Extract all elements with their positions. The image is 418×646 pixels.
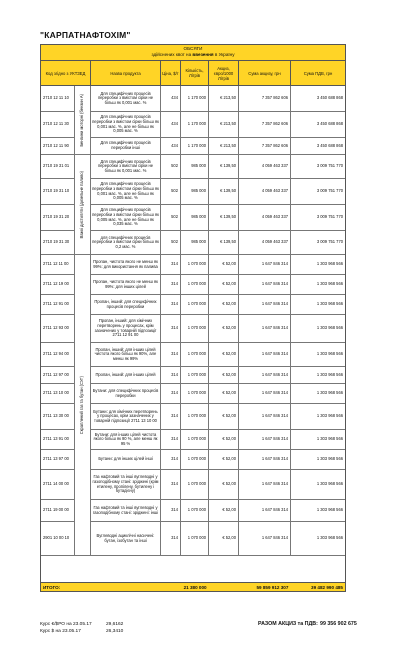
cell-excise: € 139,50: [209, 205, 239, 230]
cell-qty: 1 070 000: [181, 295, 209, 314]
cell-qty: 1 070 000: [181, 522, 209, 555]
cell-price: 502: [161, 155, 181, 178]
rate-eur-value: 29,6162: [106, 622, 124, 627]
cell-price: 314: [161, 470, 181, 499]
cell-sum-vat: 1 303 968 566: [316, 281, 343, 287]
cell-code: 2710 19 31 10: [41, 179, 75, 204]
cell-sum-excise: 1 647 846 314: [239, 404, 291, 429]
cell-sum-excise: 4 059 463 337: [239, 205, 291, 230]
cell-sum-excise: 4 059 463 337: [239, 179, 291, 204]
cell-excise: € 52,00: [209, 404, 239, 429]
cell-price: 314: [161, 367, 181, 383]
cell-excise: € 52,00: [209, 315, 239, 342]
cell-price: 434: [161, 86, 181, 111]
cell-sum-excise: 1 647 846 314: [239, 522, 291, 555]
cell-sum-vat: 1 303 968 566: [316, 507, 343, 513]
cell-sum-vat: 3 450 688 868: [316, 95, 343, 101]
cell-name: Для специфічних процесів переробки з вмістом сірки не більш як 0,001 мас. %: [91, 155, 161, 178]
cell-name: Газ нафтовий та інші вуглеводні у газоподібному стані: зріджені (крім етилену, пропілену, бутилену і бутадієну): [91, 470, 161, 499]
cell-code: 2710 19 31 20: [41, 205, 75, 230]
cell-sum-vat: 1 303 968 566: [316, 351, 343, 357]
cell-sum-excise: 1 647 846 314: [239, 500, 291, 521]
cell-sum-excise: 1 647 846 314: [239, 315, 291, 342]
total-qty: 21 380 000: [183, 584, 207, 590]
document-title: "КАРПАТНАФТОХІМ": [40, 30, 131, 40]
total-sum-excise: 59 859 912 307: [256, 584, 289, 590]
cell-code: 2711 12 19 00: [41, 275, 75, 294]
cell-name: Бутани: для інших цілей чистота якого більш як 90 %, але менш як 95 %: [91, 430, 161, 449]
cell-qty: 1 070 000: [181, 367, 209, 383]
cell-code: 2711 12 93 00: [41, 315, 75, 342]
cell-sum-vat: 3 450 688 868: [316, 142, 343, 148]
cell-qty: 1 170 000: [181, 86, 209, 111]
cell-excise: € 52,00: [209, 367, 239, 383]
cell-sum-vat: 3 009 751 770: [316, 188, 343, 194]
cell-excise: € 52,00: [209, 255, 239, 274]
caption-bold: ввезення: [192, 52, 214, 57]
cell-name: Пропан, чистота якого не менш як 99%: для інших цілей: [91, 275, 161, 294]
cell-code: 2711 13 30 00: [41, 404, 75, 429]
cell-sum-vat: 1 303 968 566: [316, 371, 343, 377]
cell-code: 2710 12 11 10: [41, 86, 75, 111]
cell-price: 502: [161, 205, 181, 230]
group-diesel-label: Важкі дистиляти (дизельне паливо): [79, 170, 85, 239]
cell-excise: € 213,50: [209, 112, 239, 137]
cell-price: 502: [161, 231, 181, 254]
cell-sum-excise: 7 357 862 606: [239, 112, 291, 137]
cell-qty: 985 000: [181, 155, 209, 178]
col-sum-excise-header: Сума акцизу, грн: [239, 61, 291, 85]
cell-name: для специфічних процесів переробки з вмістом сірки більш як 0,2 мас. %: [91, 231, 161, 254]
cell-code: 2711 14 00 00: [41, 470, 75, 499]
cell-sum-excise: 1 647 846 314: [239, 470, 291, 499]
cell-code: 2711 13 91 00: [41, 430, 75, 449]
cell-price: 314: [161, 430, 181, 449]
cell-code: 2710 19 31 30: [41, 231, 75, 254]
cell-price: 314: [161, 522, 181, 555]
cell-qty: 1 070 000: [181, 315, 209, 342]
cell-name: Вуглеводні ациклічні насичені: бутан, ізобутан та інші: [91, 522, 161, 555]
cell-qty: 1 070 000: [181, 404, 209, 429]
col-price-header: Ціна, $/т: [161, 61, 181, 85]
cell-code: 2710 12 11 30: [41, 112, 75, 137]
cell-sum-vat: 1 303 968 566: [316, 481, 343, 487]
cell-name: Бутани: для специфічних процесів переробки: [91, 384, 161, 403]
cell-code: 2710 12 11 90: [41, 138, 75, 154]
group-lpg-label: Скраплений газ та бутан (СУГ): [79, 375, 85, 435]
col-qty-header: Кількість, Літрів: [181, 61, 209, 85]
cell-name: Для специфічних процесів переробки з вмістом сірки більш як 0,001 мас. %, але не більш як 0,005 мас. %: [91, 179, 161, 204]
cell-qty: 1 070 000: [181, 430, 209, 449]
cell-excise: € 52,00: [209, 470, 239, 499]
col-vat-header: Сума ПДВ, грн: [303, 70, 333, 76]
cell-price: 314: [161, 295, 181, 314]
cell-excise: € 52,00: [209, 295, 239, 314]
excise-vat-total-value: 99 356 902 675: [320, 621, 357, 627]
table-body: [41, 86, 345, 582]
rate-usd-line: [40, 629, 124, 634]
cell-name: Пропан, інший: для специфічних процесів переробки: [91, 295, 161, 314]
cell-qty: 1 070 000: [181, 500, 209, 521]
cell-name: Пропан, чистота якого не менш як 99%: для використання як палива: [91, 255, 161, 274]
col-code-header: Код згідно з УКТЗЕД: [41, 61, 91, 85]
cell-code: 2711 19 00 00: [41, 500, 75, 521]
cell-excise: € 52,00: [209, 275, 239, 294]
cell-excise: € 139,50: [209, 231, 239, 254]
cell-sum-vat: 3 009 751 770: [316, 239, 343, 245]
cell-price: 502: [161, 179, 181, 204]
cell-name: Для специфічних процесів переробки з вмістом сірки не більш як 0,001 мас. %: [91, 86, 161, 111]
cell-excise: € 213,50: [209, 86, 239, 111]
cell-code: 2711 13 10 00: [41, 384, 75, 403]
cell-name: Бутани: для хімічних перетворень у процесах, крім зазначених у товарній підпозиції 2711 13 10 00: [91, 404, 161, 429]
cell-sum-excise: 1 647 846 314: [239, 430, 291, 449]
cell-name: Для специфічних процесів переробки з вмістом сірки більш як 0,001 мас. %, але не більш як 0,005 мас. %: [91, 112, 161, 137]
group-petrol-label: Бензини моторні (бензин А): [79, 93, 85, 147]
cell-sum-vat: 1 303 968 566: [316, 301, 343, 307]
cell-excise: € 213,50: [209, 138, 239, 154]
cell-qty: 985 000: [181, 205, 209, 230]
cell-sum-excise: 1 647 846 314: [239, 275, 291, 294]
rate-eur-line: [40, 622, 124, 627]
col-name-header: Назва продукта: [91, 61, 161, 85]
cell-sum-excise: 7 357 862 606: [239, 86, 291, 111]
cell-code: 2901 10 00 10: [41, 522, 75, 555]
group-lpg: [75, 255, 91, 555]
cell-sum-excise: 1 647 846 314: [239, 343, 291, 366]
cell-sum-vat: 3 009 751 770: [316, 163, 343, 169]
cell-name: Газ нафтовий та інші вуглеводні у газоподібному стані: зріджені: інші: [91, 500, 161, 521]
cell-sum-excise: 4 059 463 337: [239, 155, 291, 178]
cell-sum-excise: 1 647 846 314: [239, 255, 291, 274]
cell-qty: 1 170 000: [181, 138, 209, 154]
cell-sum-vat: 3 009 751 770: [316, 214, 343, 220]
total-sum-vat: 39 482 990 485: [311, 584, 343, 590]
cell-excise: € 52,00: [209, 500, 239, 521]
cell-sum-vat: 1 303 968 566: [316, 261, 343, 267]
cell-sum-excise: 1 647 846 314: [239, 367, 291, 383]
quota-table: [40, 44, 346, 592]
cell-sum-vat: 1 303 968 566: [316, 390, 343, 396]
cell-sum-excise: 1 647 846 314: [239, 295, 291, 314]
caption-line1: ОБСЯГИ: [183, 46, 203, 51]
cell-price: 314: [161, 384, 181, 403]
caption-pre: здійснених квот на: [151, 52, 193, 57]
table-caption: [41, 45, 345, 61]
cell-excise: € 139,50: [209, 155, 239, 178]
column-headers: [41, 61, 345, 86]
cell-price: 434: [161, 138, 181, 154]
cell-price: 314: [161, 315, 181, 342]
rate-eur-label: Курс €/$РО на 23.05.17: [40, 622, 92, 627]
cell-name: Пропан, інший: для інших цілей: [91, 367, 161, 383]
cell-sum-vat: 1 303 968 566: [316, 456, 343, 462]
cell-qty: 1 070 000: [181, 450, 209, 469]
cell-code: 2711 13 97 00: [41, 450, 75, 469]
cell-qty: 1 070 000: [181, 255, 209, 274]
cell-qty: 1 070 000: [181, 343, 209, 366]
cell-code: 2710 19 31 01: [41, 155, 75, 178]
cell-qty: 1 070 000: [181, 275, 209, 294]
cell-sum-excise: 4 059 463 337: [239, 231, 291, 254]
cell-sum-excise: 1 647 846 314: [239, 450, 291, 469]
cell-code: 2711 12 91 00: [41, 295, 75, 314]
cell-code: 2711 12 11 00: [41, 255, 75, 274]
cell-name: Пропан, інший: для інших цілей чистота якого більш як 90%, але менш як 99%: [91, 343, 161, 366]
cell-code: 2711 12 97 00: [41, 367, 75, 383]
caption-post: в Україну: [213, 52, 235, 57]
cell-sum-vat: 1 303 968 566: [316, 413, 343, 419]
cell-excise: € 139,50: [209, 179, 239, 204]
cell-name: Для специфічних процесів переробки з вмістом сірки більш як 0,005 мас. %, але не більш як 0,035 мас. %: [91, 205, 161, 230]
cell-sum-excise: 1 647 846 314: [239, 384, 291, 403]
cell-name: Бутани: для інших цілей інші: [91, 450, 161, 469]
cell-sum-vat: 1 303 968 566: [316, 325, 343, 331]
rate-usd-label: Курс $ на 23.05.17: [40, 629, 81, 634]
cell-price: 314: [161, 275, 181, 294]
cell-excise: € 52,00: [209, 522, 239, 555]
cell-qty: 1 070 000: [181, 470, 209, 499]
group-petrol: [75, 86, 91, 154]
cell-sum-vat: 3 450 688 868: [316, 121, 343, 127]
caption-line2: [41, 52, 345, 58]
cell-price: 314: [161, 343, 181, 366]
cell-qty: 1 170 000: [181, 112, 209, 137]
excise-vat-total-label: РАЗОМ АКЦИЗ та ПДВ:: [258, 621, 318, 627]
cell-qty: 1 070 000: [181, 384, 209, 403]
cell-name: Для специфічних процесів переробки інші: [91, 138, 161, 154]
cell-code: 2711 12 94 00: [41, 343, 75, 366]
cell-excise: € 52,00: [209, 430, 239, 449]
cell-excise: € 52,00: [209, 384, 239, 403]
cell-excise: € 52,00: [209, 343, 239, 366]
cell-sum-vat: 1 303 968 566: [316, 436, 343, 442]
cell-price: 314: [161, 450, 181, 469]
cell-qty: 985 000: [181, 231, 209, 254]
rate-usd-value: 26,3410: [106, 629, 124, 634]
cell-price: 314: [161, 255, 181, 274]
cell-price: 314: [161, 500, 181, 521]
col-excise-header: Акциз, євро/1000 Літрів: [209, 61, 239, 85]
cell-price: 434: [161, 112, 181, 137]
cell-price: 314: [161, 404, 181, 429]
total-label: ИТОГО:: [43, 584, 61, 590]
group-diesel: [75, 155, 91, 254]
cell-sum-excise: 7 357 862 606: [239, 138, 291, 154]
cell-excise: € 52,00: [209, 450, 239, 469]
cell-qty: 985 000: [181, 179, 209, 204]
cell-name: Пропан, інший: для хімічних перетворень у процесах, крім зазначених у товарній підпозиції 2711 12 91 00: [91, 315, 161, 342]
total-row: [41, 582, 345, 591]
cell-sum-vat: 1 303 968 566: [316, 535, 343, 541]
